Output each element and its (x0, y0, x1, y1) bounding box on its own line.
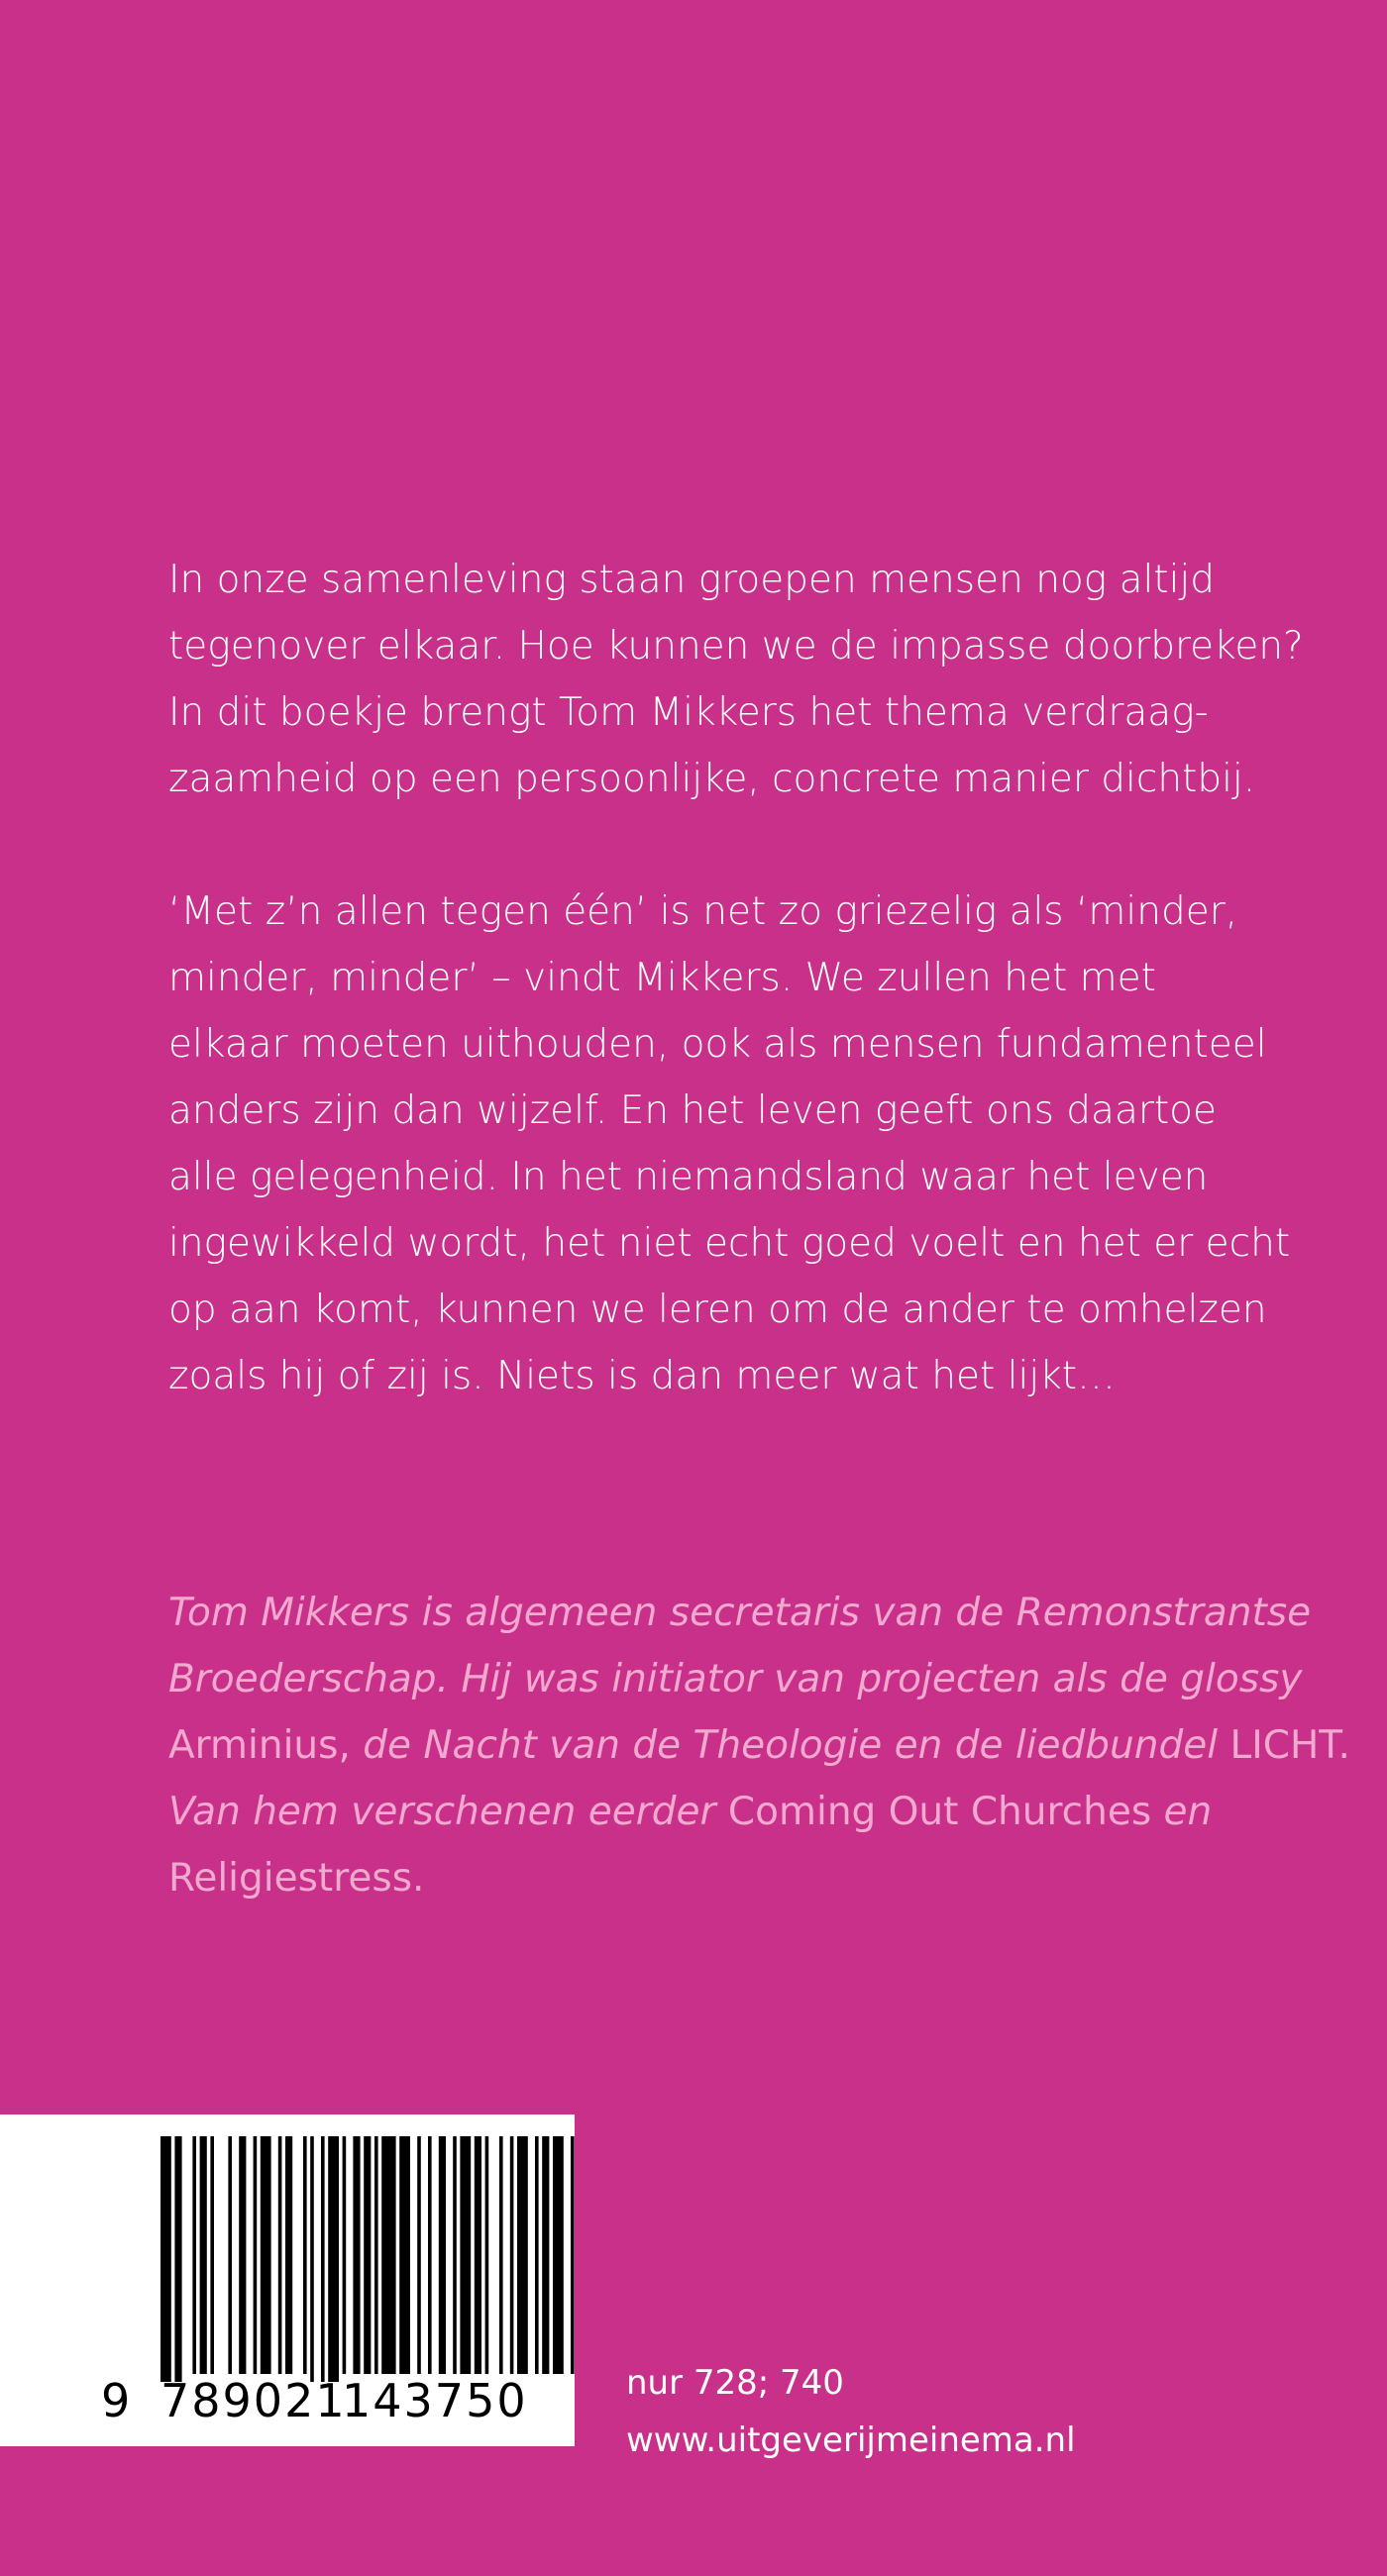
barcode-bar (453, 2136, 457, 2374)
blurb-paragraph-2 (168, 878, 1337, 1409)
barcode-bars (0, 2114, 575, 2382)
barcode-bar (285, 2136, 292, 2374)
barcode-bar (374, 2136, 378, 2374)
barcode-left-group: 789021 (160, 2374, 347, 2427)
blurb-line: ingewikkeld wordt, het niet echt goed voelt en het er echt (168, 1221, 1291, 1266)
barcode-bar (510, 2136, 514, 2374)
barcode-bar (381, 2136, 395, 2374)
author-bio (168, 1580, 1350, 1911)
barcode-bar (364, 2136, 371, 2374)
barcode-bar (200, 2136, 207, 2374)
bio-title-licht: LICHT. (1229, 1723, 1350, 1768)
barcode-bar (321, 2136, 325, 2382)
barcode-bar (485, 2136, 489, 2374)
barcode-bar (210, 2136, 214, 2374)
barcode-bar (239, 2136, 246, 2374)
barcode-bar (553, 2136, 564, 2374)
bio-line (168, 1779, 1337, 1845)
blurb-paragraph-1 (168, 547, 1337, 812)
bio-title-coming-out-churches: Coming Out Churches (727, 1790, 1152, 1834)
bio-text: de Nacht van de Theologie en de liedbundel (350, 1723, 1230, 1768)
barcode-right-group: 143750 (342, 2374, 528, 2427)
blurb-line: op aan komt, kunnen we leren om de ander te omhelzen (168, 1288, 1267, 1332)
barcode-bar (353, 2136, 360, 2374)
publisher-website: www.uitgeverijmeinema.nl (626, 2421, 1076, 2460)
barcode-bar (328, 2136, 339, 2382)
barcode-bar (428, 2136, 432, 2374)
bio-line: Broederschap. Hij was initiator van projecten als de glossy (168, 1657, 1303, 1701)
barcode-first-digit: 9 (101, 2374, 131, 2427)
barcode-bar (343, 2136, 347, 2374)
barcode-digits (0, 2374, 575, 2433)
barcode-bar (261, 2136, 271, 2374)
barcode-bar (517, 2136, 528, 2374)
bio-line (168, 1712, 1350, 1779)
blurb-line: zoals hij of zij is. Niets is dan meer wat het lijkt… (168, 1354, 1117, 1398)
bio-text: Van hem verschenen eerder (168, 1790, 728, 1834)
publisher-info (626, 2354, 1076, 2469)
blurb-line: tegenover elkaar. Hoe kunnen we de impasse doorbreken? (168, 624, 1304, 669)
bio-line: Tom Mikkers is algemeen secretaris van de Remonstrantse (168, 1591, 1312, 1635)
barcode-bar (439, 2136, 446, 2374)
barcode-bar (399, 2136, 410, 2374)
barcode-bar (278, 2136, 282, 2374)
bio-title-arminius: Arminius, (168, 1723, 351, 1768)
barcode-bar (228, 2136, 232, 2374)
blurb-line: minder, minder’ – vindt Mikkers. We zullen het met (168, 956, 1156, 1000)
barcode-bar (174, 2136, 181, 2382)
barcode-bar (475, 2136, 481, 2374)
barcode-bar (254, 2136, 258, 2374)
blurb-line: ‘Met z’n allen tegen één’ is net zo griezelig als ‘minder, (168, 889, 1238, 934)
barcode-bar (571, 2136, 575, 2374)
bio-text: en (1151, 1790, 1213, 1834)
nur-code: nur 728; 740 (626, 2363, 844, 2403)
blurb-line: In onze samenleving staan groepen mensen nog altijd (168, 558, 1216, 602)
barcode-bar (160, 2136, 171, 2382)
blurb-line: anders zijn dan wijzelf. En het leven geeft ons daartoe (168, 1088, 1218, 1133)
book-blurb (168, 547, 1337, 1409)
blurb-line: In dit boekje brengt Tom Mikkers het thema verdraag- (168, 690, 1209, 735)
blurb-line: elkaar moeten uithouden, ook als mensen fundamenteel (168, 1022, 1267, 1067)
barcode-bar (303, 2136, 307, 2374)
blurb-line: alle gelegenheid. In het niemandsland waar het leven (168, 1155, 1209, 1199)
barcode-bar (499, 2136, 503, 2374)
barcode-bar (192, 2136, 196, 2374)
barcode-bar (535, 2136, 539, 2374)
barcode-bar (460, 2136, 471, 2374)
bio-title-religiestress: Religiestress. (168, 1856, 425, 1901)
barcode-bar (310, 2136, 314, 2382)
barcode (0, 2114, 575, 2446)
barcode-bar (542, 2136, 549, 2374)
barcode-bar (417, 2136, 421, 2374)
blurb-line: zaamheid op een persoonlijke, concrete manier dichtbij. (168, 757, 1256, 801)
bio-line (168, 1845, 1337, 1911)
